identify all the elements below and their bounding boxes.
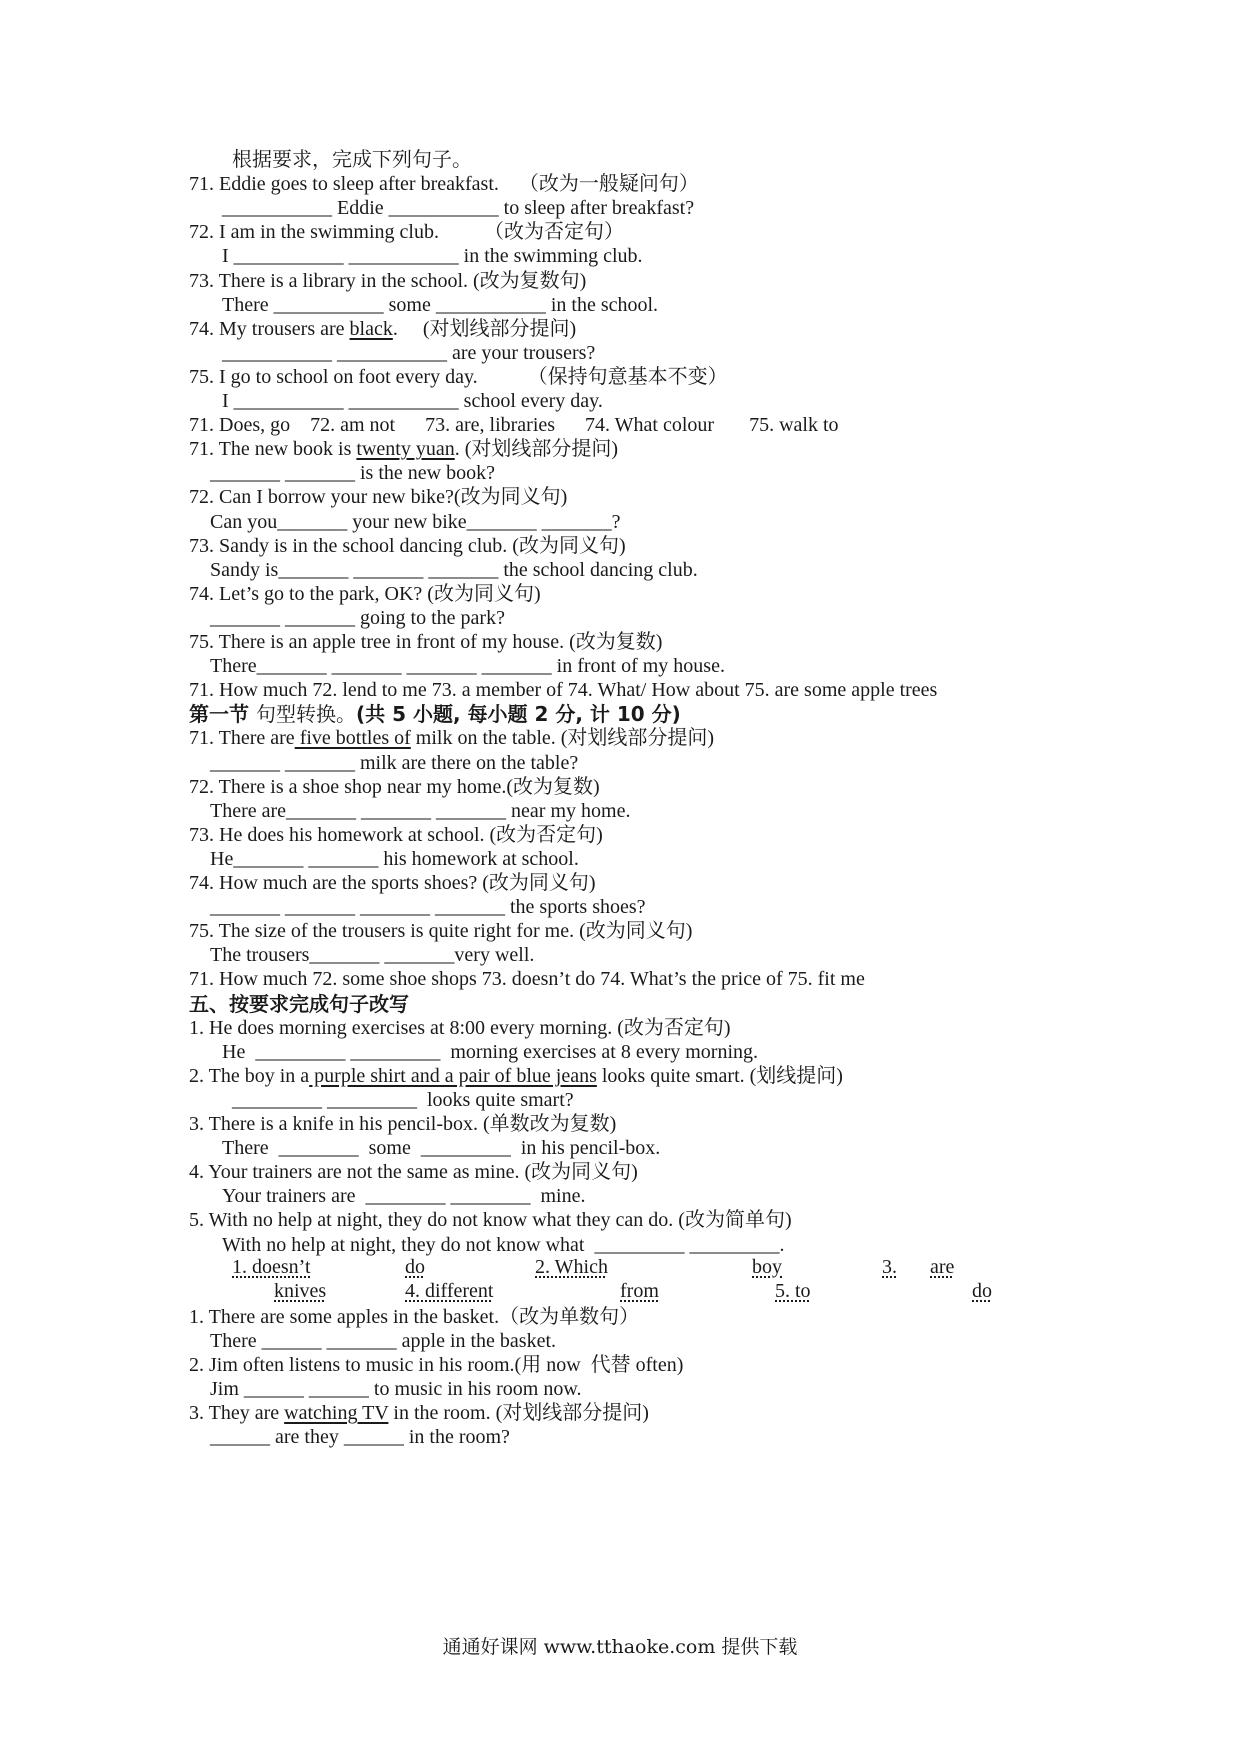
- answer-word: boy: [752, 1255, 782, 1278]
- underlined-phrase: black: [349, 317, 393, 340]
- underlined-phrase: five bottles of: [294, 727, 411, 750]
- line-text: 71. Does, go 72. am not 73. are, libraries 74. What colour 75. walk to: [189, 414, 839, 437]
- text-line: [189, 1111, 616, 1137]
- text-line: [189, 677, 937, 703]
- line-text-after: looks quite smart. (划线提问): [596, 1064, 843, 1087]
- line-text: He_______ _______ his homework at school.: [210, 847, 579, 870]
- line-text: There ______ _______ apple in the basket.: [210, 1329, 557, 1352]
- line-text-after: . (对划线部分提问): [454, 438, 619, 461]
- line-text-after: milk on the table. (对划线部分提问): [410, 727, 715, 750]
- underlined-phrase: purple shirt and a pair of blue jeans: [309, 1064, 597, 1087]
- line-text: 74. My trousers are: [189, 317, 350, 340]
- line-text: 第一节: [189, 702, 256, 727]
- section-heading: [189, 701, 681, 727]
- line-text: 4. Your trainers are not the same as mine. (改为同义句): [189, 1161, 638, 1184]
- line-text: ___________ Eddie ___________ to sleep after breakfast?: [222, 197, 695, 220]
- text-line: [189, 316, 576, 342]
- line-text: 71. How much 72. lend to me 73. a member of 74. What/ How about 75. are some apple trees: [189, 679, 938, 702]
- text-line: [189, 1207, 792, 1233]
- text-line: [222, 1087, 574, 1113]
- line-text: 1. There are some apples in the basket.（改为单数句）: [189, 1305, 640, 1328]
- text-line: [210, 509, 621, 535]
- text-line: [189, 1015, 731, 1041]
- line-text: There ___________ some ___________ in the school.: [222, 293, 659, 316]
- text-line: [189, 1159, 638, 1185]
- line-text: I ___________ ___________ school every day.: [222, 390, 603, 412]
- line-text: ___________ ___________ are your trousers?: [222, 341, 596, 364]
- line-text: With no help at night, they do not know what _________ _________.: [222, 1233, 785, 1256]
- text-line: [232, 147, 472, 173]
- text-line: [189, 629, 662, 655]
- heading-subtitle: 句型转换。: [255, 702, 356, 727]
- line-text: The trousers_______ _______very well.: [210, 944, 535, 967]
- text-line: [210, 1376, 581, 1402]
- heading-scoring: (共 5 小题, 每小题 2 分, 计 10 分): [355, 702, 681, 727]
- text-line: [210, 605, 505, 631]
- answer-word: are: [930, 1255, 955, 1278]
- line-text: There ________ some _________ in his pencil-box.: [222, 1137, 661, 1160]
- line-text: _________ _________ looks quite smart?: [222, 1088, 574, 1111]
- answer-word: 4. different: [405, 1279, 494, 1302]
- text-line: [189, 171, 699, 197]
- line-text: Sandy is_______ _______ _______ the school dancing club.: [210, 558, 698, 581]
- answer-word: from: [620, 1279, 659, 1302]
- answer-word: 3.: [882, 1255, 897, 1278]
- line-text: 71. Eddie goes to sleep after breakfast. （改为一般疑问句）: [189, 173, 699, 196]
- section-heading: [189, 991, 409, 1017]
- line-text-after: . (对划线部分提问): [392, 317, 577, 340]
- text-line: [210, 798, 630, 824]
- line-text: I ___________ ___________ in the swimming club.: [222, 245, 643, 268]
- text-line: [222, 340, 595, 366]
- line-text: He _________ _________ morning exercises at 8 every morning.: [222, 1040, 759, 1063]
- text-line: [189, 484, 567, 510]
- text-line: [189, 822, 603, 848]
- text-line: [189, 725, 714, 751]
- line-text-after: in the room. (对划线部分提问): [388, 1402, 649, 1425]
- text-line: [222, 195, 694, 221]
- text-line: [189, 268, 586, 294]
- text-line: [189, 581, 541, 607]
- line-text: _______ _______ _______ _______ the sports shoes?: [210, 896, 646, 919]
- line-text: 75. I go to school on foot every day. （保持句意基本不变）: [189, 365, 728, 388]
- line-text: 71. There are: [189, 727, 295, 750]
- line-text: 2. Jim often listens to music in his room.(用 now 代替 often): [189, 1354, 684, 1376]
- line-text: 根据要求，完成下列句子。: [232, 149, 472, 171]
- line-text: Jim ______ ______ to music in his room now.: [210, 1378, 582, 1401]
- text-line: [189, 1063, 843, 1089]
- text-line: [189, 774, 600, 800]
- text-line: [189, 966, 865, 992]
- line-text: 72. There is a shoe shop near my home.(改为复数): [189, 775, 600, 798]
- text-line: [210, 653, 725, 679]
- text-line: [189, 412, 839, 438]
- text-line: [189, 1352, 683, 1378]
- text-line: [189, 533, 626, 559]
- text-line: [222, 1039, 758, 1065]
- line-text: 73. He does his homework at school. (改为否定句): [189, 823, 603, 846]
- page-footer: 通通好课网 www.tthaoke.com 提供下载: [442, 1636, 798, 1658]
- underlined-phrase: watching TV: [284, 1402, 389, 1425]
- text-line: [189, 436, 618, 462]
- underlined-phrase: twenty yuan: [356, 438, 455, 461]
- text-line: [189, 918, 692, 944]
- line-text: 72. Can I borrow your new bike?(改为同义句): [189, 486, 568, 509]
- text-line: [210, 750, 578, 776]
- text-line: [189, 364, 728, 390]
- line-text: 5. With no help at night, they do not know what they can do. (改为简单句): [189, 1209, 792, 1232]
- text-line: [210, 942, 534, 968]
- answer-word: 5. to: [775, 1279, 811, 1302]
- line-text: There are_______ _______ _______ near my home.: [210, 799, 631, 822]
- line-text: 五、按要求完成句子改写: [189, 991, 409, 1016]
- line-text: 71. How much 72. some shoe shops 73. doesn’t do 74. What’s the price of 75. fit me: [189, 968, 865, 991]
- line-text: ______ are they ______ in the room?: [210, 1426, 510, 1449]
- text-line: [222, 292, 658, 318]
- text-line: [210, 557, 698, 583]
- text-line: [210, 894, 646, 920]
- line-text: 1. He does morning exercises at 8:00 every morning. (改为否定句): [189, 1016, 731, 1039]
- line-text: 73. Sandy is in the school dancing club. (改为同义句): [189, 534, 626, 557]
- line-text: 73. There is a library in the school. (改为复数句): [189, 269, 587, 292]
- line-text: Your trainers are ________ ________ mine.: [222, 1185, 586, 1208]
- line-text: 75. There is an apple tree in front of my house. (改为复数): [189, 631, 663, 653]
- text-line: [222, 1135, 660, 1161]
- text-line: [222, 1232, 784, 1258]
- line-text: _______ _______ milk are there on the table?: [210, 751, 579, 774]
- text-line: [210, 846, 579, 872]
- text-line: [189, 870, 596, 896]
- text-line: [189, 219, 624, 245]
- text-line: [189, 1304, 639, 1330]
- text-line: [210, 1328, 556, 1354]
- text-line: [210, 1424, 510, 1450]
- line-text: 74. How much are the sports shoes? (改为同义句): [189, 872, 596, 894]
- line-text: 2. The boy in a: [189, 1064, 310, 1087]
- text-line: [222, 1183, 585, 1209]
- line-text: _______ _______ going to the park?: [210, 606, 505, 629]
- text-line: [189, 1400, 649, 1426]
- line-text: _______ _______ is the new book?: [210, 462, 495, 485]
- line-text: There_______ _______ _______ _______ in front of my house.: [210, 655, 725, 678]
- line-text: 3. They are: [189, 1402, 285, 1425]
- line-text: 71. The new book is: [189, 438, 357, 461]
- answer-word: 1. doesn’t: [232, 1255, 311, 1278]
- text-line: [210, 460, 495, 486]
- answer-word: do: [405, 1255, 425, 1278]
- text-line: [222, 388, 603, 414]
- answer-word: do: [972, 1279, 992, 1302]
- line-text: 74. Let’s go to the park, OK? (改为同义句): [189, 582, 541, 605]
- line-text: 72. I am in the swimming club. （改为否定句）: [189, 221, 624, 244]
- line-text: Can you_______ your new bike_______ _______?: [210, 510, 621, 533]
- answer-word: knives: [274, 1279, 327, 1302]
- line-text: 75. The size of the trousers is quite right for me. (改为同义句): [189, 920, 693, 943]
- line-text: 3. There is a knife in his pencil-box. (单数改为复数): [189, 1113, 617, 1135]
- answer-word: 2. Which: [535, 1255, 608, 1278]
- text-line: [222, 243, 643, 269]
